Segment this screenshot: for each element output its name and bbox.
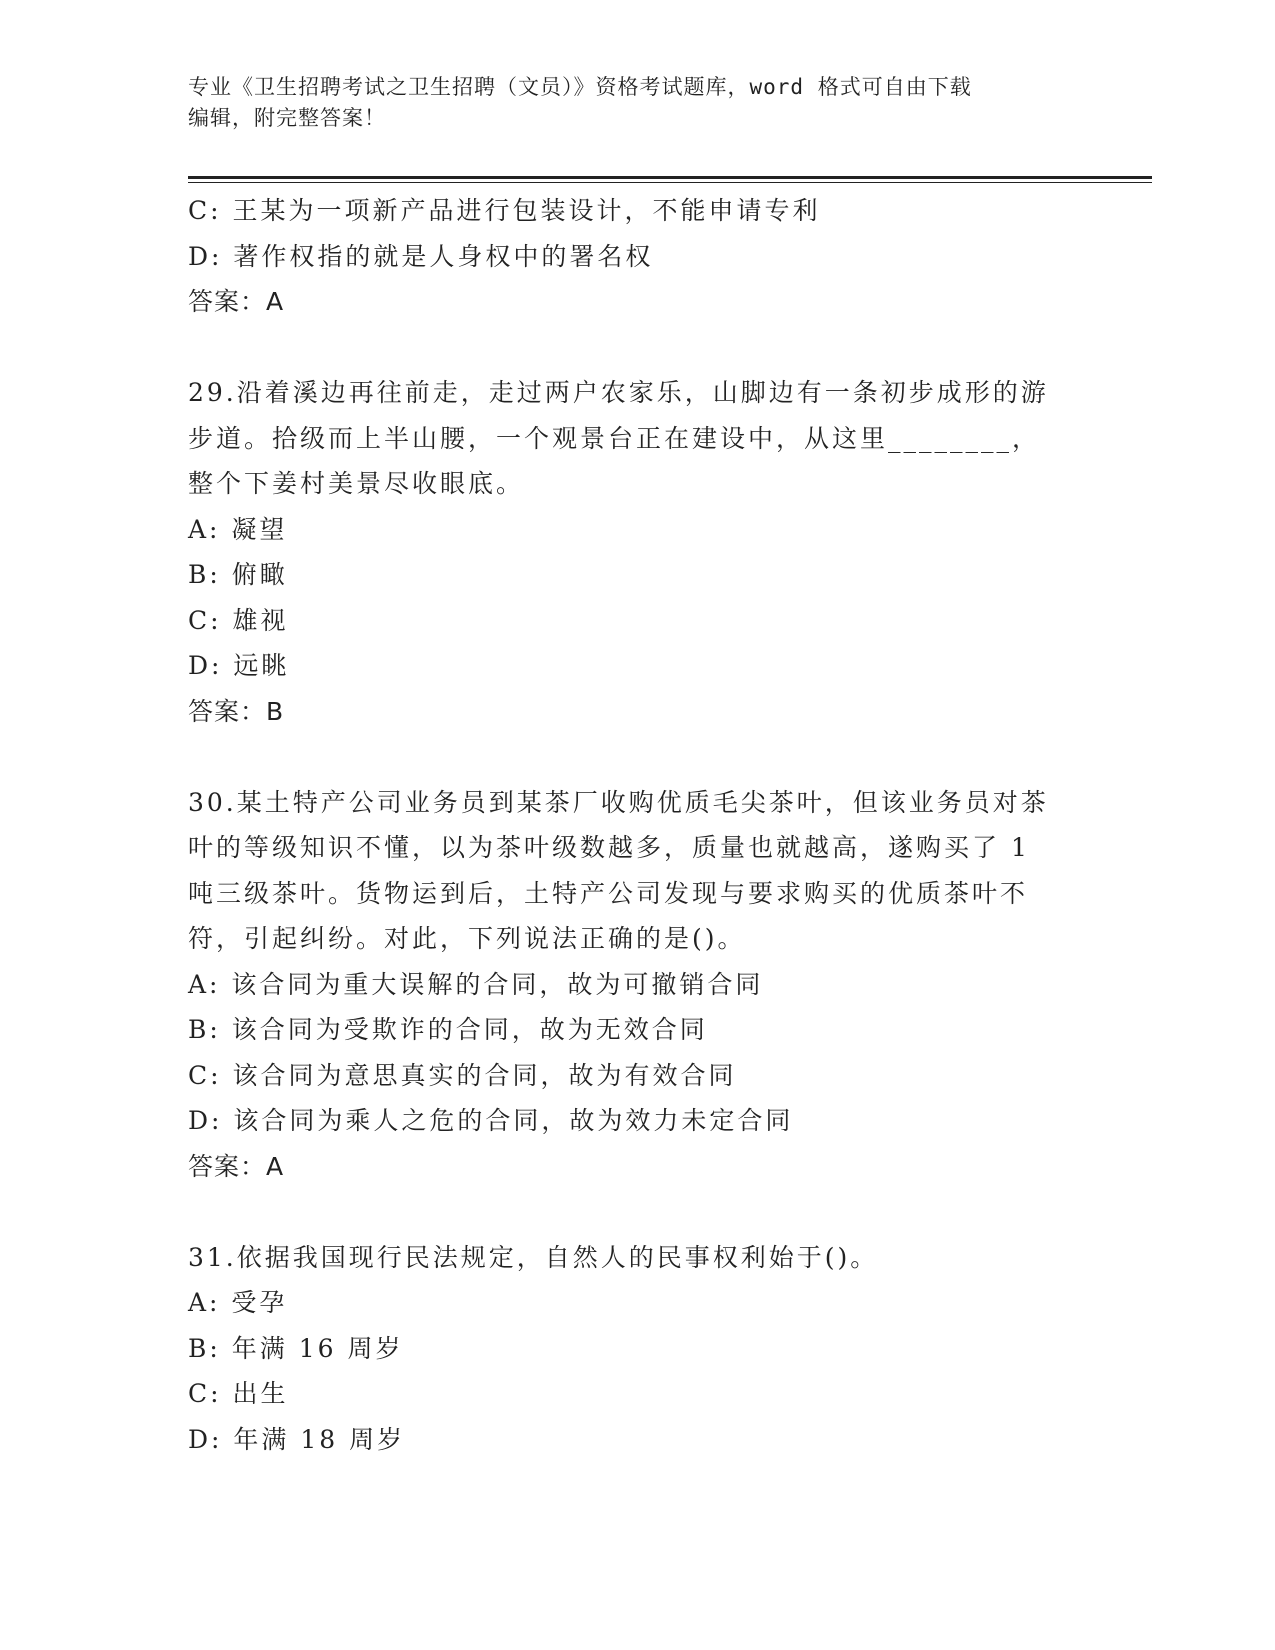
question-content (188, 188, 1088, 1462)
question-stem-line: 步道。拾级而上半山腰，一个观景台正在建设中，从这里________， (188, 423, 1041, 453)
option-c: C: 该合同为意思真实的合同，故为有效合同 (188, 1060, 737, 1090)
question-stem-line: 31.依据我国现行民法规定，自然人的民事权利始于()。 (188, 1242, 879, 1272)
question-stem-line: 叶的等级知识不懂，以为茶叶级数越多，质量也就越高，遂购买了 1 (188, 833, 1030, 862)
question-28-tail (188, 188, 1088, 325)
option-c: C: 出生 (188, 1379, 289, 1408)
spacer (188, 325, 1088, 371)
header-line-2: 编辑，附完整答案！ (188, 106, 386, 130)
option-d: D: 该合同为乘人之危的合同，故为效力未定合同 (188, 1106, 794, 1135)
answer-label: 答案：B (188, 696, 285, 726)
question-stem-line: 整个下姜村美景尽收眼底。 (188, 469, 525, 498)
option-a: A: 凝望 (188, 514, 288, 544)
option-b: B: 俯瞰 (188, 560, 288, 589)
question-stem-line: 符，引起纠纷。对此，下列说法正确的是()。 (188, 924, 746, 953)
spacer (188, 734, 1088, 780)
question-stem-line: 30.某土特产公司业务员到某茶厂收购优质毛尖茶叶，但该业务员对茶 (188, 787, 1049, 817)
header-divider (188, 176, 1152, 179)
question-31 (188, 1235, 1088, 1463)
answer-label: 答案：A (188, 287, 285, 316)
option-a: A: 受孕 (188, 1288, 288, 1317)
question-stem-line: 29.沿着溪边再往前走，走过两户农家乐，山脚边有一条初步成形的游 (188, 378, 1049, 407)
question-stem-line: 吨三级茶叶。货物运到后，土特产公司发现与要求购买的优质茶叶不 (188, 878, 1029, 908)
option-b: B: 该合同为受欺诈的合同，故为无效合同 (188, 1015, 708, 1044)
spacer (188, 1189, 1088, 1235)
option-d: D: 著作权指的就是人身权中的署名权 (188, 241, 654, 271)
option-a: A: 该合同为重大误解的合同，故为可撤销合同 (188, 969, 764, 999)
question-29 (188, 370, 1088, 734)
question-30 (188, 780, 1088, 1190)
header-line-1: 专业《卫生招聘考试之卫生招聘（文员）》资格考试题库，word 格式可自由下载 (188, 75, 972, 99)
option-d: D: 远眺 (188, 651, 290, 680)
answer-label: 答案：A (188, 1151, 285, 1181)
option-d: D: 年满 18 周岁 (188, 1424, 406, 1454)
option-c: C: 雄视 (188, 605, 289, 635)
option-b: B: 年满 16 周岁 (188, 1333, 404, 1363)
document-header (188, 72, 1088, 134)
header-divider-thin (188, 182, 1152, 183)
option-c: C: 王某为一项新产品进行包装设计，不能申请专利 (188, 196, 821, 225)
